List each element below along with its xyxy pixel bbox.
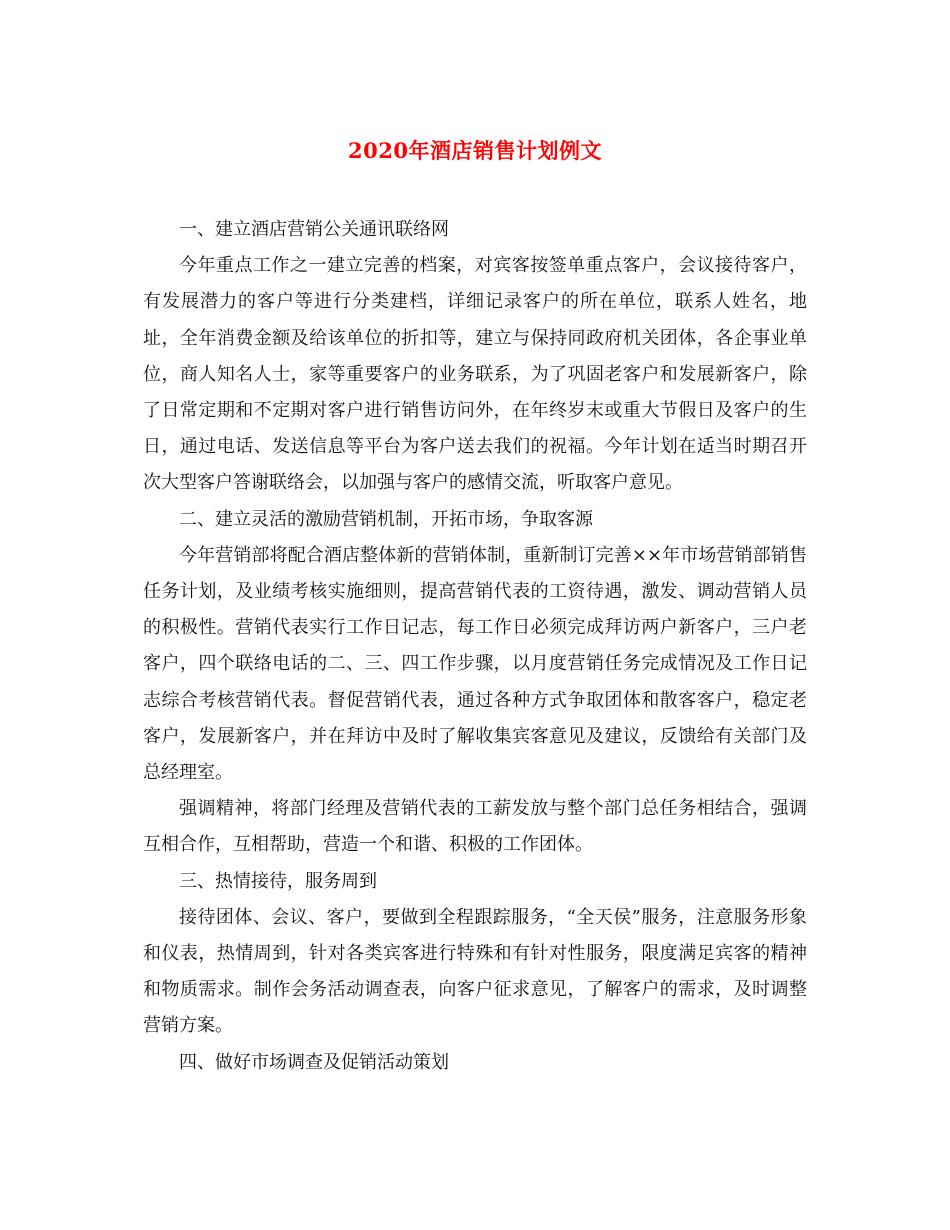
paragraph-reception-service: 接待团体、会议、客户，要做到全程跟踪服务，“全天侯”服务，注意服务形象和仪表，热情周到，针对各类宾客进行特殊和有针对性服务，限度满足宾客的精神和物质需求。制作会务活动调查表，向客户征求意见，了解客户的需求，及时调整营销方案。 — [143, 906, 807, 1037]
section-heading-2: 二、建立灵活的激励营销机制，开拓市场，争取客源 — [179, 508, 593, 530]
document-body — [143, 212, 807, 1081]
document-title: 2020年酒店销售计划例文 — [348, 138, 602, 163]
paragraph-incentive-mechanism: 今年营销部将配合酒店整体新的营销体制，重新制订完善××年市场营销部销售任务计划，及业绩考核实施细则，提高营销代表的工资待遇，激发、调动营销人员的积极性。营销代表实行工作日记志，每工作日必须完成拜访两户新客户，三户老客户，四个联络电话的二、三、四工作步骤，以月度营销任务完成情况及工作日记志综合考核营销代表。督促营销代表，通过各种方式争取团体和散客客户，稳定老客户，发展新客户，并在拜访中及时了解收集宾客意见及建议，反馈给有关部门及总经理室。 — [143, 544, 807, 784]
section-heading-1: 一、建立酒店营销公关通讯联络网 — [179, 219, 449, 240]
paragraph-team-spirit: 强调精神，将部门经理及营销代表的工薪发放与整个部门总任务相结合，强调互相合作，互相帮助，营造一个和谐、积极的工作团体。 — [143, 798, 807, 856]
section-heading-4: 四、做好市场调查及促销活动策划 — [179, 1051, 449, 1073]
paragraph-client-archive: 今年重点工作之一建立完善的档案，对宾客按签单重点客户，会议接待客户，有发展潜力的客户等进行分类建档，详细记录客户的所在单位，联系人姓名，地址，全年消费金额及给该单位的折扣等，建立与保持同政府机关团体，各企事业单位，商人知名人士，家等重要客户的业务联系，为了巩固老客户和发展新客户，除了日常定期和不定期对客户进行销售访问外，在年终岁末或重大节假日及客户的生日，通过电话、发送信息等平台为客户送去我们的祝福。今年计划在适当时期召开次大型客户答谢联络会，以加强与客户的感情交流，听取客户意见。 — [143, 255, 807, 494]
section-heading-3: 三、热情接待，服务周到 — [179, 870, 377, 892]
